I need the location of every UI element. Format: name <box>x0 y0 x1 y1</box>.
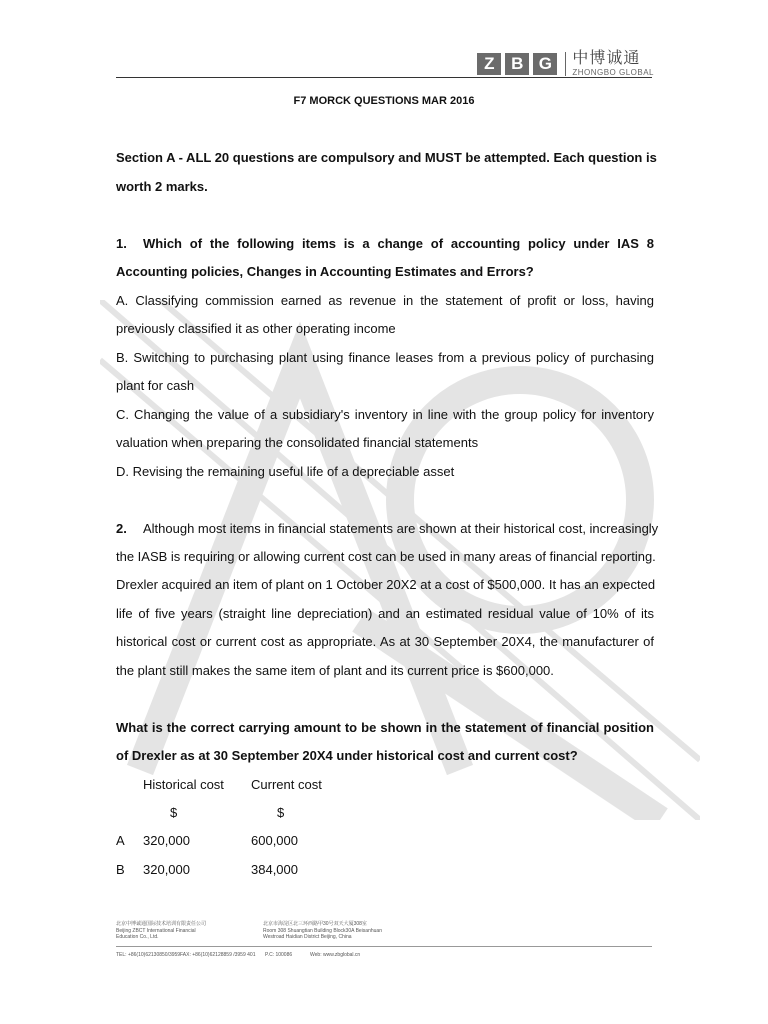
q1-option-d: D. Revising the remaining useful life of a depreciable asset <box>116 464 455 479</box>
q2-option-a-current: 600,000 <box>251 833 298 848</box>
q2-option-b-historical: 320,000 <box>143 862 190 877</box>
footer-address-en2: Westroad Haidian District Beijing, China <box>263 934 352 940</box>
q2-para-line4: life of five years (straight line depreciation) and an estimated residual value of 10% of its <box>116 606 654 621</box>
q1-option-c-line1: C. Changing the value of a subsidiary's inventory in line with the group policy for inventory <box>116 407 654 422</box>
q1-option-a-line1: A. Classifying commission earned as revenue in the statement of profit or loss, having <box>116 293 654 308</box>
footer-fax: FAX: +86(10)62128859 /3959 401 <box>180 952 256 958</box>
section-intro-line1: Section A - ALL 20 questions are compulsory and MUST be attempted. Each question is <box>116 150 657 165</box>
q2-header-historical-cost: Historical cost <box>143 777 224 792</box>
header-rule <box>116 77 652 78</box>
q2-unit-current: $ <box>277 805 285 820</box>
footer-postcode: P.C: 100086 <box>265 952 293 958</box>
document-title: F7 MORCK QUESTIONS MAR 2016 <box>293 95 475 107</box>
q2-para-text: Although most items in financial statements are shown at their historical cost, increasingly <box>143 521 659 536</box>
logo-letter-b: B <box>505 53 529 75</box>
q1-stem-line2: Accounting policies, Changes in Accounting Estimates and Errors? <box>116 264 534 279</box>
footer-company-en1: Beijing ZBCT International Financial <box>116 928 196 934</box>
q2-para-line2: the IASB is requiring or allowing current cost can be used in many areas of financial reporting. <box>116 549 656 564</box>
q2-option-b-current: 384,000 <box>251 862 298 877</box>
logo-english-name: ZHONGBO GLOBAL <box>572 68 654 77</box>
q1-option-c-line2: valuation when preparing the consolidated financial statements <box>116 435 479 450</box>
footer-address-en1: Room 308 Shuangtian Building Block30A Beisanhuan <box>263 928 382 934</box>
q2-number: 2. <box>116 521 127 536</box>
footer-rule <box>116 946 652 947</box>
q2-para-line6: the plant still makes the same item of plant and its current price is $600,000. <box>116 663 554 678</box>
q2-unit-historical: $ <box>170 805 178 820</box>
q1-number: 1. <box>116 236 127 251</box>
q1-stem-text: Which of the following items is a change of accounting policy under IAS 8 <box>143 236 654 251</box>
q2-option-b-label: B <box>116 862 125 877</box>
q2-para-line5: historical cost or current cost as appropriate. As at 30 September 20X4, the manufacturer of <box>116 634 654 649</box>
footer-address-cn: 北京市海淀区北三环西路甲30号双天大厦308室 <box>263 921 367 927</box>
q2-para-line1 <box>116 521 659 537</box>
logo-wordmark <box>572 51 654 77</box>
footer-company-cn: 北京中博诚通国际技术培训有限责任公司 <box>116 921 207 927</box>
logo-chinese-name: 中博诚通 <box>572 50 641 67</box>
logo-letter-g: G <box>533 53 557 75</box>
q2-option-a-label: A <box>116 833 125 848</box>
q2-question-line1: What is the correct carrying amount to be shown in the statement of financial position <box>116 720 654 735</box>
footer-tel: TEL: +86(10)62130850/3959 <box>116 952 181 958</box>
q1-option-b-line1: B. Switching to purchasing plant using finance leases from a previous policy of purchasing <box>116 350 654 365</box>
zbg-logo <box>473 51 654 77</box>
footer-website[interactable]: Web: www.zbglobal.cn <box>310 952 361 958</box>
q2-para-line3: Drexler acquired an item of plant on 1 October 20X2 at a cost of $500,000. It has an expected <box>116 577 656 592</box>
footer-company-en2: Education Co., Ltd. <box>116 934 159 940</box>
logo-letter-z: Z <box>477 53 501 75</box>
q2-option-a-historical: 320,000 <box>143 833 190 848</box>
section-intro-line2: worth 2 marks. <box>116 179 208 194</box>
q1-option-a-line2: previously classified it as other operating income <box>116 321 396 336</box>
logo-divider <box>565 52 566 76</box>
q2-header-current-cost: Current cost <box>251 777 322 792</box>
q1-option-b-line2: plant for cash <box>116 378 195 393</box>
q1-stem-line1 <box>116 236 654 252</box>
q2-question-line2: of Drexler as at 30 September 20X4 under historical cost and current cost? <box>116 748 578 763</box>
